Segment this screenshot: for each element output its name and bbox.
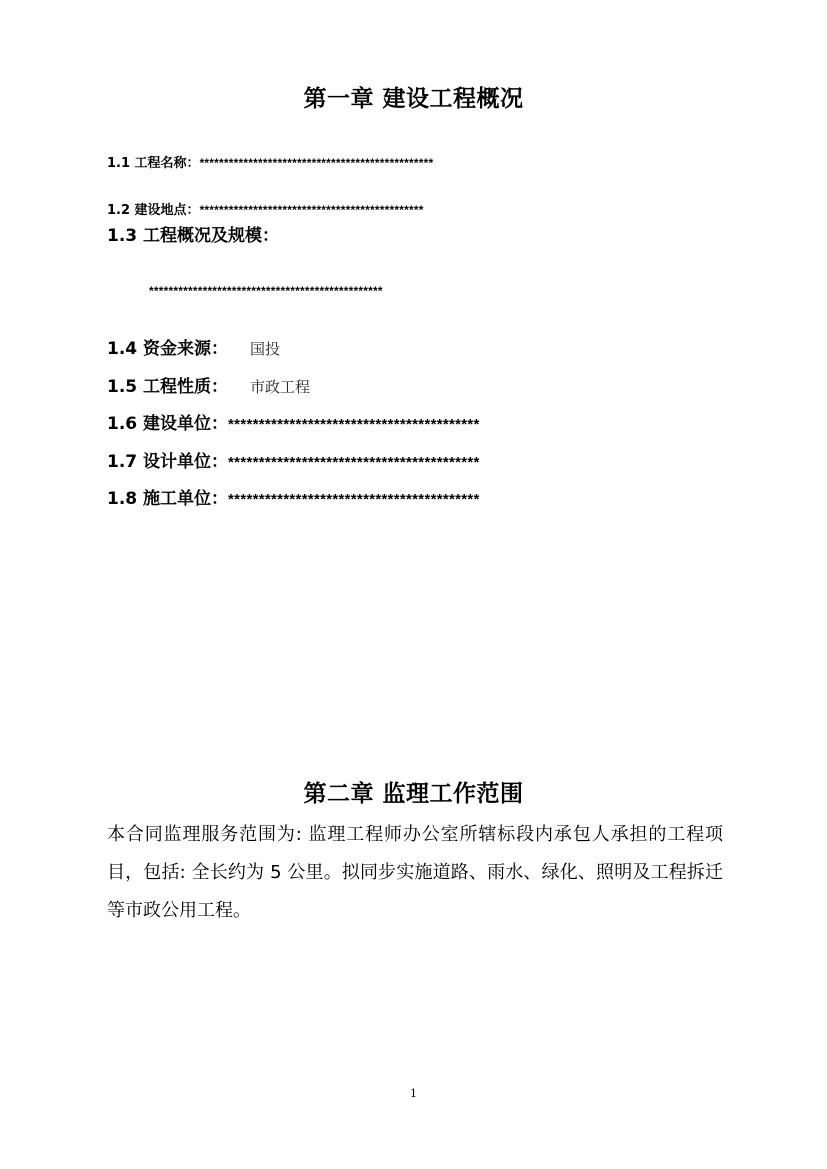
funding-row bbox=[107, 338, 280, 360]
page-number: 1 bbox=[410, 1087, 417, 1100]
designer-value: ***************************************** bbox=[228, 454, 480, 471]
location-value: ********************************************** bbox=[199, 203, 424, 217]
designer-label: 1.7 设计单位： bbox=[107, 452, 229, 472]
chapter-2-title: 第二章 监理工作范围 bbox=[303, 781, 524, 807]
builder-value: ***************************************** bbox=[228, 416, 480, 433]
nature-label: 1.5 工程性质： bbox=[107, 377, 229, 397]
scope-paragraph: 本合同监理服务范围为: 监理工程师办公室所辖标段内承包人承担的工程项目，包括: 全长约为 5 公里。拟同步实施道路、雨水、绿化、照明及工程拆迁等市政公用工程。 bbox=[107, 824, 723, 921]
scale-heading: 1.3 工程概况及规模： bbox=[107, 226, 280, 246]
nature-row bbox=[107, 376, 310, 398]
designer-row bbox=[107, 451, 480, 474]
chapter-1-title: 第一章 建设工程概况 bbox=[303, 86, 524, 112]
contractor-label: 1.8 施工单位： bbox=[107, 489, 229, 509]
location-label: 1.2 建设地点： bbox=[107, 203, 200, 218]
project-name-label: 1.1 工程名称： bbox=[107, 156, 200, 171]
builder-label: 1.6 建设单位： bbox=[107, 414, 229, 434]
project-name-row bbox=[107, 155, 433, 172]
project-name-value: ************************************************ bbox=[199, 156, 434, 170]
contractor-row bbox=[107, 488, 480, 511]
builder-row bbox=[107, 413, 480, 436]
funding-value: 国投 bbox=[250, 340, 281, 358]
scale-value: ************************************************ bbox=[149, 284, 383, 298]
nature-value: 市政工程 bbox=[250, 378, 311, 396]
location-row bbox=[107, 202, 424, 219]
funding-label: 1.4 资金来源： bbox=[107, 339, 229, 359]
contractor-value: ***************************************** bbox=[228, 491, 480, 508]
